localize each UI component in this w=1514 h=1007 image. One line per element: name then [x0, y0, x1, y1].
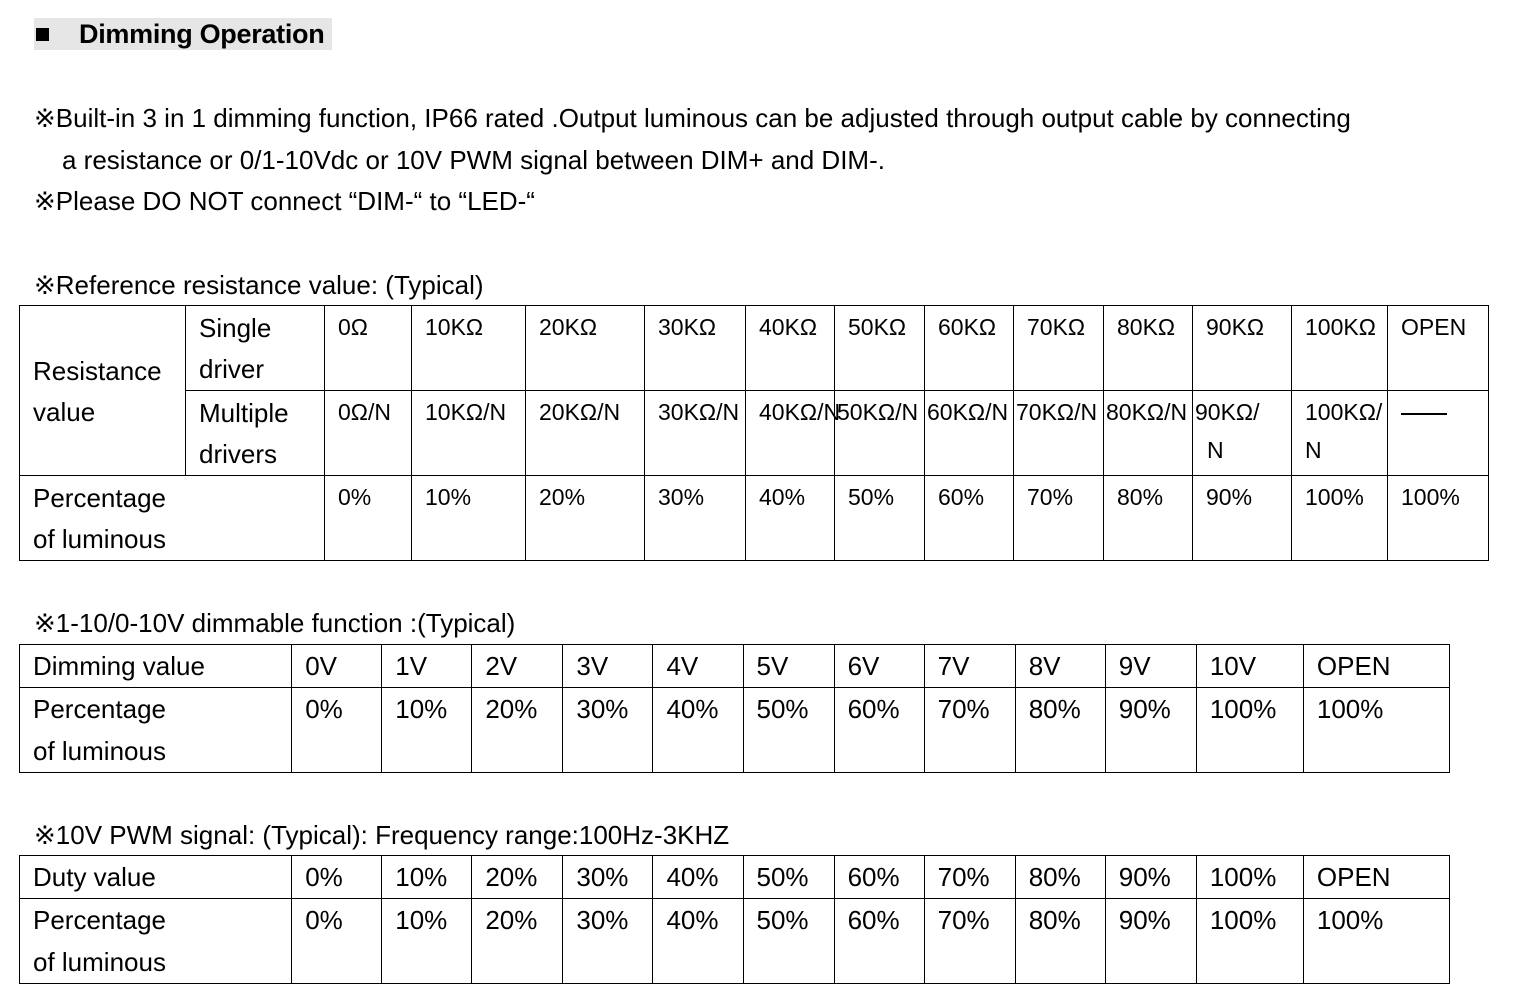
table-cell: 60KΩ [925, 306, 1014, 391]
table-cell: 50% [743, 899, 834, 984]
dash-mark [1401, 413, 1447, 415]
table-cell: 60% [834, 856, 924, 899]
intro-line-1: ※Built-in 3 in 1 dimming function, IP66 rated .Output luminous can be adjusted through output cable by connecting [34, 103, 1351, 133]
table-cell: 8V [1015, 645, 1105, 688]
table-cell: 0% [292, 856, 382, 899]
cell-line: 20KΩ/N [539, 399, 621, 425]
table-cell [645, 391, 746, 476]
label-line: Resistance [33, 355, 162, 386]
table-cell: 0Ω [325, 306, 412, 391]
table-cell: 100% [1292, 476, 1388, 561]
table-cell: 40% [653, 688, 743, 773]
table-cell: 90KΩ [1193, 306, 1292, 391]
multiple-drivers-label [186, 391, 325, 476]
table-cell [325, 391, 412, 476]
table-row [20, 688, 1450, 773]
cell-line: 50KΩ/N [837, 399, 919, 425]
square-bullet-icon [36, 28, 49, 41]
label-line: Single [199, 313, 272, 343]
voltage-table [19, 644, 1450, 773]
table-cell: 70KΩ [1014, 306, 1104, 391]
table-cell: 100% [1303, 688, 1449, 773]
table-cell: 100% [1196, 899, 1303, 984]
table-cell: 10% [382, 688, 472, 773]
cell-line: 70KΩ/N [1016, 399, 1098, 425]
table-cell: 40% [746, 476, 835, 561]
table-row [20, 645, 1450, 688]
table-cell [1014, 391, 1104, 476]
single-driver-label [186, 306, 325, 391]
table-cell [1292, 391, 1388, 476]
table-cell: 7V [924, 645, 1015, 688]
table-cell: 50% [743, 688, 834, 773]
table-cell: 100% [1196, 856, 1303, 899]
resistance-row-label [20, 306, 186, 476]
cell-line: N [1305, 437, 1322, 463]
table-cell: 100% [1303, 899, 1449, 984]
table-cell [925, 391, 1014, 476]
table-cell: 10% [382, 856, 472, 899]
label-line: of luminous [33, 947, 166, 977]
table-row [20, 306, 1489, 391]
table-cell: 70% [924, 688, 1015, 773]
table-cell: 40% [653, 856, 743, 899]
label-line: of luminous [33, 524, 166, 554]
pwm-table [19, 855, 1450, 984]
duty-value-label: Duty value [20, 856, 292, 899]
intro-line-3: ※Please DO NOT connect “DIM-“ to “LED-“ [34, 186, 535, 216]
table-cell: 20% [472, 899, 563, 984]
pwm-caption: ※10V PWM signal: (Typical): Frequency range:100Hz-3KHZ [34, 820, 730, 850]
table-cell: 70% [924, 899, 1015, 984]
table-cell: 30% [563, 899, 653, 984]
table-cell: 80% [1015, 899, 1105, 984]
label-line: Percentage [33, 905, 166, 935]
cell-line: 30KΩ/N [658, 399, 740, 425]
table-cell: 50% [835, 476, 925, 561]
table-cell: 20KΩ [526, 306, 645, 391]
table-cell: 60% [834, 688, 924, 773]
table-row [20, 899, 1450, 984]
table-cell: 20% [526, 476, 645, 561]
table-cell: 40% [653, 899, 743, 984]
table-cell: OPEN [1303, 856, 1449, 899]
table-cell [746, 391, 841, 476]
table-cell: 30KΩ [645, 306, 746, 391]
table-cell [1388, 391, 1489, 476]
cell-line: 0Ω/N [338, 399, 391, 425]
table-cell: 60% [925, 476, 1014, 561]
table-cell: OPEN [1303, 645, 1449, 688]
percentage-luminous-label [20, 476, 325, 561]
table-cell: 4V [653, 645, 743, 688]
table-cell: 90% [1105, 856, 1196, 899]
section-title: Dimming Operation [79, 18, 325, 49]
table-cell: 50% [743, 856, 834, 899]
label-line: Percentage [33, 694, 166, 724]
table-cell: 1V [382, 645, 472, 688]
label-line: of luminous [33, 736, 166, 766]
table-cell: 20% [472, 856, 563, 899]
table-cell: 6V [834, 645, 924, 688]
table-cell: 2V [472, 645, 563, 688]
table-cell: 30% [563, 856, 653, 899]
table-cell: 80% [1104, 476, 1193, 561]
label-line: Percentage [33, 483, 166, 513]
table-cell: 90% [1105, 899, 1196, 984]
table-cell: 0% [292, 688, 382, 773]
table-cell: 30% [563, 688, 653, 773]
table-cell [526, 391, 645, 476]
cell-line: 10KΩ/N [425, 399, 507, 425]
table-cell: 40KΩ [746, 306, 835, 391]
table-cell: 0V [292, 645, 382, 688]
table-cell: 80% [1015, 856, 1105, 899]
resistance-table [19, 305, 1489, 561]
table-cell: 70% [1014, 476, 1104, 561]
table-cell: 90% [1193, 476, 1292, 561]
table-cell: 10V [1196, 645, 1303, 688]
table-row [20, 476, 1489, 561]
cell-line: 90KΩ/ [1195, 399, 1260, 425]
section-heading [34, 18, 332, 50]
table-cell: OPEN [1388, 306, 1489, 391]
table-cell: 50KΩ [835, 306, 925, 391]
table-cell [835, 391, 925, 476]
table-cell: 100% [1196, 688, 1303, 773]
label-line: value [33, 396, 96, 427]
label-line: drivers [199, 439, 278, 469]
intro-line-2: a resistance or 0/1-10Vdc or 10V PWM signal between DIM+ and DIM-. [62, 145, 885, 175]
cell-line: 60KΩ/N [927, 399, 1009, 425]
cell-line: N [1207, 437, 1224, 463]
table-cell: 60% [834, 899, 924, 984]
table-cell: 30% [645, 476, 746, 561]
table-cell [412, 391, 526, 476]
table-cell: 10KΩ [412, 306, 526, 391]
table-cell: 0% [325, 476, 412, 561]
cell-line: 80KΩ/N [1106, 399, 1188, 425]
cell-line: 40KΩ/N [759, 399, 841, 425]
table-cell [1193, 391, 1292, 476]
cell-line: 100KΩ/ [1305, 399, 1383, 425]
resistance-caption: ※Reference resistance value: (Typical) [34, 270, 484, 300]
dimming-value-label: Dimming value [20, 645, 292, 688]
table-cell: 10% [412, 476, 526, 561]
label-line: Multiple [199, 398, 289, 428]
table-cell: 100KΩ [1292, 306, 1388, 391]
table-cell: 80% [1015, 688, 1105, 773]
voltage-caption: ※1-10/0-10V dimmable function :(Typical) [34, 608, 516, 638]
table-cell [1104, 391, 1193, 476]
table-cell: 3V [563, 645, 653, 688]
table-row [20, 856, 1450, 899]
percentage-luminous-label [20, 899, 292, 984]
table-cell: 9V [1105, 645, 1196, 688]
table-cell: 20% [472, 688, 563, 773]
label-line: driver [199, 354, 265, 384]
table-cell: 80KΩ [1104, 306, 1193, 391]
table-row [20, 391, 1489, 476]
percentage-luminous-label [20, 688, 292, 773]
table-cell: 100% [1388, 476, 1489, 561]
table-cell: 10% [382, 899, 472, 984]
table-cell: 90% [1105, 688, 1196, 773]
table-cell: 0% [292, 899, 382, 984]
table-cell: 5V [743, 645, 834, 688]
table-cell: 70% [924, 856, 1015, 899]
